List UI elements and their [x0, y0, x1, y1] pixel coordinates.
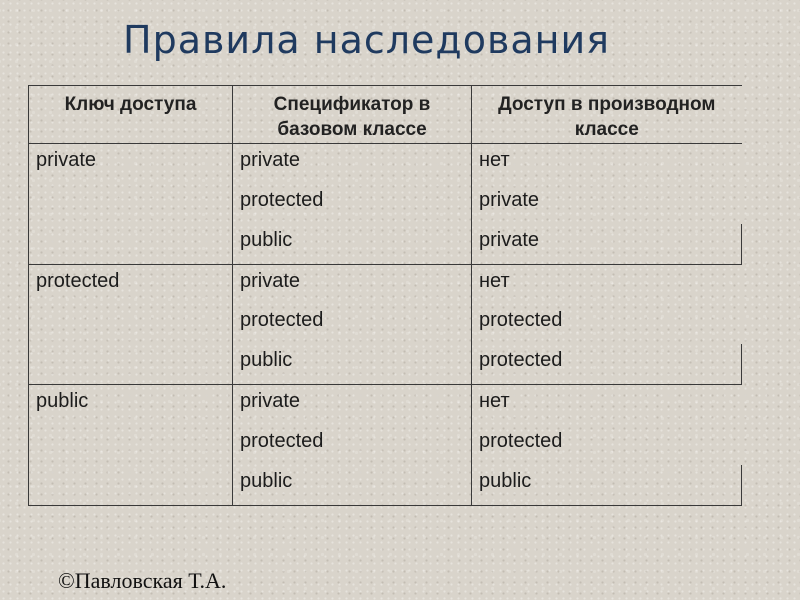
access-key-cell: public: [29, 385, 233, 506]
base-specifier-cell: protected: [233, 425, 472, 465]
table-row: [29, 264, 742, 304]
table-row: [29, 385, 742, 425]
base-specifier-cell: protected: [233, 184, 472, 224]
derived-access-cell: нет: [472, 264, 742, 304]
derived-access-cell: нет: [472, 385, 742, 425]
base-specifier-cell: public: [233, 465, 472, 505]
derived-access-cell: private: [472, 224, 742, 264]
base-specifier-cell: private: [233, 385, 472, 425]
derived-access-cell: protected: [472, 344, 742, 384]
table-row: [29, 144, 742, 184]
base-specifier-cell: private: [233, 264, 472, 304]
base-specifier-cell: public: [233, 344, 472, 384]
header-derived-access: Доступ в производном классе: [472, 86, 742, 144]
derived-access-cell: protected: [472, 425, 742, 465]
access-key-cell: private: [29, 144, 233, 265]
page-title: Правила наследования: [123, 18, 611, 62]
derived-access-cell: нет: [472, 144, 742, 184]
base-specifier-cell: public: [233, 224, 472, 264]
derived-access-cell: protected: [472, 304, 742, 344]
derived-access-cell: public: [472, 465, 742, 505]
inheritance-rules-table: [28, 85, 742, 506]
copyright-footer: ©Павловская Т.А.: [58, 568, 227, 593]
base-specifier-cell: private: [233, 144, 472, 184]
derived-access-cell: private: [472, 184, 742, 224]
header-access-key: Ключ доступа: [29, 86, 233, 144]
access-key-cell: protected: [29, 264, 233, 385]
header-base-specifier: Спецификатор в базовом классе: [233, 86, 472, 144]
base-specifier-cell: protected: [233, 304, 472, 344]
table-header-row: [29, 86, 742, 144]
